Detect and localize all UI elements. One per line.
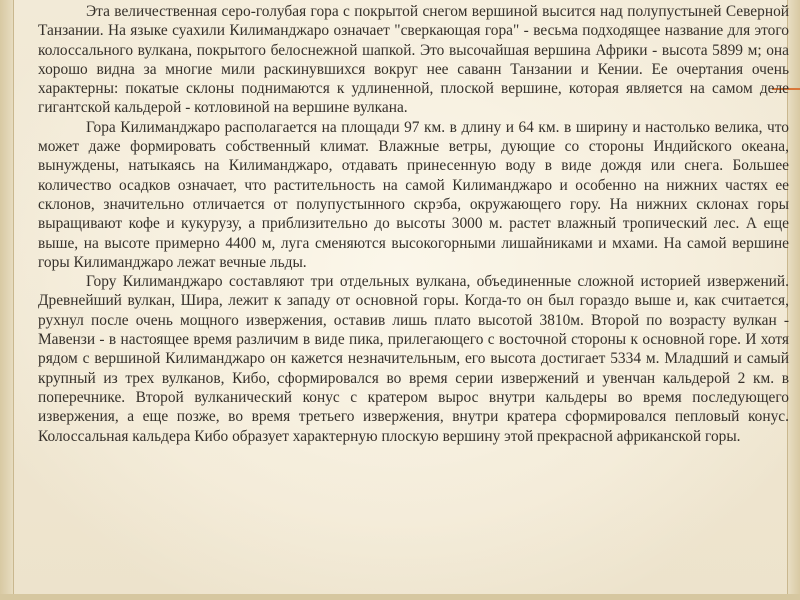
- paragraph-volcanoes: Гору Килиманджаро составляют три отдельных вулкана, объединенные сложной историей извержений. Древнейший вулкан, Шира, лежит к западу от основной горы. Когда-то он был гораздо выше и, как считается, рухнул после очень мощного извержения, оставив лишь плато высотой 3810м. Второй по возрасту вулкан - Мавензи - в настоящее время различим в виде пика, прилегающего с восточной стороны к основной горе. И хотя рядом с вершиной Килиманджаро он кажется незначительным, его высота достигает 5334 м. Младший и самый крупный из трех вулканов, Кибо, сформировался во время серии извержений и увенчан кальдерой 2 км. в поперечнике. Второй вулканический конус с кратером вырос внутри кальдеры во время последующего извержения, а еще позже, во время третьего извержения, внутри кратера сформировался пепловый конус. Колоссальная кальдера Кибо образует характерную плоскую вершину этой прекрасной африканской горы.: [38, 273, 789, 445]
- paragraph-climate: Гора Килиманджаро располагается на площади 97 км. в длину и 64 км. в ширину и настолько велика, что может даже формировать собственный климат. Влажные ветры, дующие со стороны Индийского океана, вынуждены, натыкаясь на Килиманджаро, отдавать принесенную воду в виде дождя или снега. Большее количество осадков означает, что растительность на самой Килиманджаро и особенно на нижних частях ее склонов, значительно отличается от полупустынного скрэба, окружающего гору. На нижних склонах горы выращивают кофе и кукурузу, а приблизительно до высоты 3000 м. растет влажный тропический лес. А еще выше, на высоте примерно 4400 м, луга сменяются высокогорными лишайниками и мхами. На самой вершине горы Килиманджаро лежат вечные льды.: [38, 118, 789, 271]
- slide-frame-bottom: [0, 594, 800, 600]
- paragraph-intro: Эта величественная серо-голубая гора с покрытой снегом вершиной высится над полупустыней Северной Танзании. На языке суахили Килиманджаро означает "сверкающая гора" - весьма подходящее название для этого колоссального вулкана, покрытого белоснежной шапкой. Это высочайшая вершина Африки - высота 5899 м; она хорошо видна за многие мили раскинувшихся вокруг нее саванн Танзании и Кении. Ее очертания очень характерны: покатые склоны поднимаются к удлиненной, плоской вершине, которая является на самом деле гигантской кальдерой - котловиной на вершине вулкана.: [38, 3, 789, 117]
- slide-text-body: [38, 2, 789, 446]
- slide-frame-left: [0, 0, 14, 600]
